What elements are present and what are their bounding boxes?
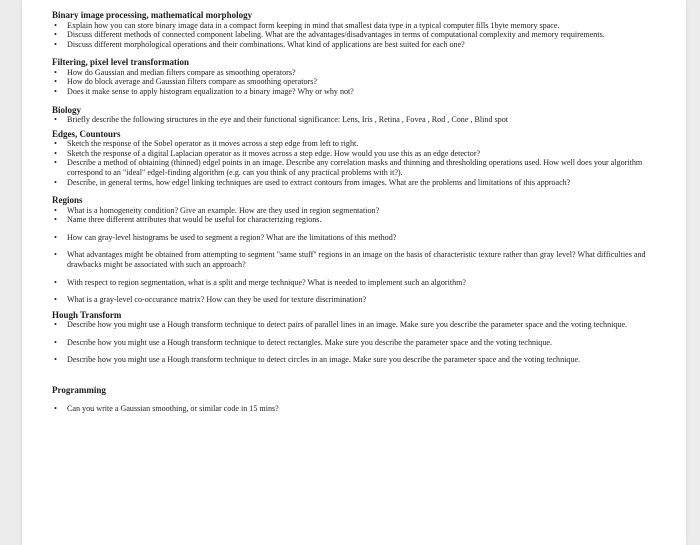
bullet-icon: • — [54, 38, 57, 49]
bullet-icon: • — [54, 319, 57, 330]
list-item: • Can you write a Gaussian smoothing, or similar code in 15 mins? — [54, 402, 279, 413]
bullet-icon: • — [54, 114, 57, 125]
list-item: • How do Gaussian and median filters compare as smoothing operators? — [54, 66, 296, 77]
bullet-icon: • — [54, 66, 57, 77]
bullet-icon: • — [54, 176, 57, 187]
list-item: • Describe a method of obtaining (thinned) edgel points in an image. Describe any correlation masks and thinning and thresholding operations used. How well does your algorithm correspond to an "ideal" edgel-finding algorithm (e.g. can you think of any practical problems with it?). — [54, 157, 643, 177]
section-binary-morphology — [52, 10, 672, 49]
section-edges-contours — [52, 129, 672, 187]
section-programming — [52, 385, 672, 413]
list-item: • Briefly describe the following structures in the eye and their functional significance: Lens, Iris , Retina , Fovea , Rod , Cone , Blind spot — [54, 114, 509, 125]
bullet-icon: • — [54, 231, 57, 242]
list-item: • Sketch the response of the Sobel operator as it moves across a step edge from left to right. — [54, 138, 359, 149]
list-item: • How can gray-level histograms be used to segment a region? What are the limitations of this method? — [54, 231, 397, 242]
bullet-icon: • — [54, 354, 57, 365]
list-item: • Describe, in general terms, how edgel linking techniques are used to extract contours from images. What are the problems and limitations of this approach? — [54, 176, 571, 187]
bullet-icon: • — [54, 294, 57, 305]
section-heading: Programming — [52, 385, 106, 396]
section-heading: Filtering, pixel level transformation — [52, 57, 189, 68]
section-heading: Binary image processing, mathematical morphology — [52, 10, 253, 20]
list-item: • What is a gray-level co-occurance matrix? How can they be used for texture discrimination? — [54, 294, 367, 305]
bullet-icon: • — [54, 85, 57, 96]
question-list — [52, 21, 672, 50]
bullet-icon: • — [54, 19, 57, 30]
section-heading: Regions — [52, 195, 83, 206]
section-heading: Edges, Countours — [52, 128, 121, 139]
question-list — [52, 139, 672, 187]
list-item: • With respect to region segmentation, what is a split and merge technique? What is needed to implement such an algorithm? — [54, 276, 467, 287]
list-item: • Describe how you might use a Hough transform technique to detect rectangles. Make sure you describe the parameter space and the voting technique. — [54, 336, 553, 347]
question-list — [52, 404, 672, 414]
list-item: • Sketch the response of a digital Laplacian operator as it moves across a step edge. How would you use this as an edge detector? — [54, 147, 481, 158]
bullet-icon: • — [54, 147, 57, 158]
list-item: • Discuss different morphological operations and their combinations. What kind of applications are best suited for each one? — [54, 38, 465, 49]
list-item: • Name three different attributes that would be useful for characterizing regions. — [54, 214, 322, 225]
bullet-icon: • — [54, 402, 57, 413]
section-filtering — [52, 57, 672, 96]
document-page — [22, 0, 686, 545]
bullet-icon: • — [54, 336, 57, 347]
bullet-icon: • — [54, 249, 57, 260]
list-item: • What advantages might be obtained from attempting to segment "same stuff" regions in an image on the basis of characteristic texture rather than gray level? What difficulties and drawbacks might be associated with such an approach? — [54, 249, 646, 269]
document-content — [52, 10, 672, 413]
list-item: • Explain how you can store binary image data in a compact form keeping in mind that smallest data type in a typical computer fills 1byte memory space. — [54, 19, 560, 30]
list-item: • What is a homogeneity condition? Give an example. How are they used in region segmentation? — [54, 204, 380, 215]
list-item: • How do block average and Gaussian filters compare as smoothing operators? — [54, 76, 317, 87]
list-item: • Discuss different methods of connected component labeling. What are the advantages/disadvantages in terms of computational complexity and memory requirements. — [54, 29, 605, 40]
question-list — [52, 320, 672, 365]
bullet-icon: • — [54, 76, 57, 87]
bullet-icon: • — [54, 276, 57, 287]
list-item: • Describe how you might use a Hough transform technique to detect pairs of parallel lines in an image. Make sure you describe the parameter space and the voting technique. — [54, 319, 628, 330]
bullet-icon: • — [54, 214, 57, 225]
bullet-icon: • — [54, 29, 57, 40]
question-list — [52, 206, 672, 305]
bullet-icon: • — [54, 138, 57, 149]
question-list — [52, 68, 672, 97]
section-heading: Biology — [52, 104, 82, 115]
bullet-icon: • — [54, 157, 57, 168]
section-biology — [52, 105, 672, 125]
question-list — [52, 115, 672, 125]
section-regions — [52, 195, 672, 305]
list-item: • Describe how you might use a Hough transform technique to detect circles in an image. Make sure you describe the parameter space and the voting technique. — [54, 354, 581, 365]
list-item: • Does it make sense to apply histogram equalization to a binary image? Why or why not? — [54, 85, 354, 96]
bullet-icon: • — [54, 204, 57, 215]
section-heading: Hough Transform — [52, 309, 122, 320]
section-hough-transform — [52, 310, 672, 365]
